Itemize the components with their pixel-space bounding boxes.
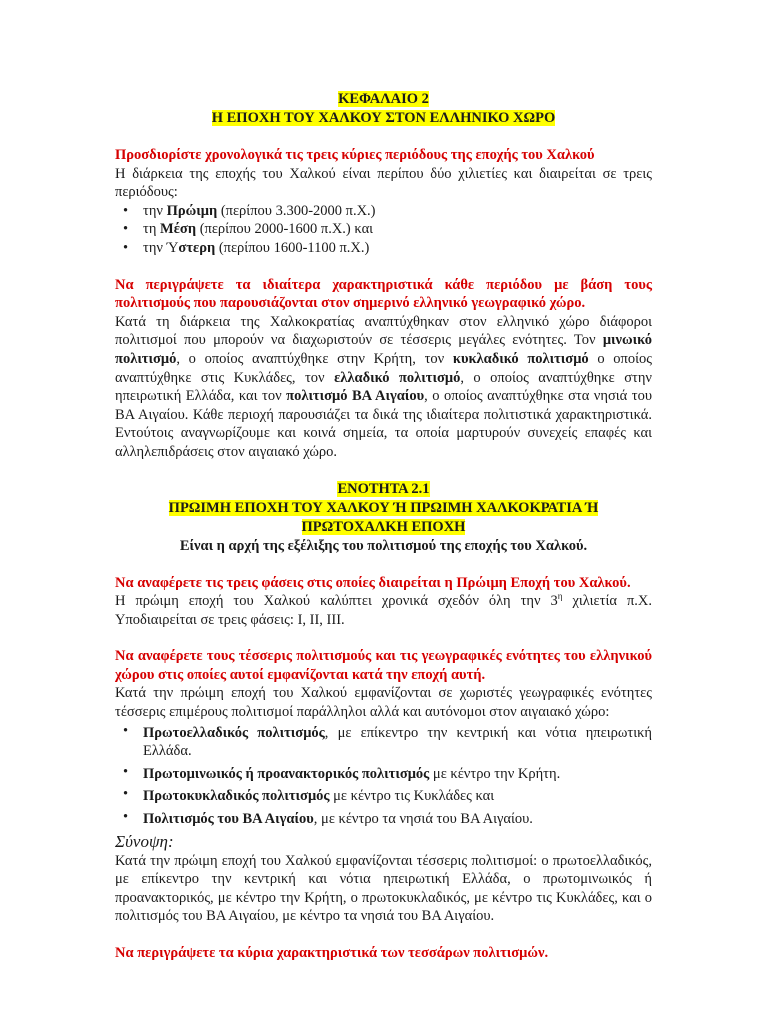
question-civilizations: Να αναφέρετε τους τέσσερις πολιτισμούς και τις γεωγραφικές ενότητες του ελληνικού χώρου στις οποίες αυτοί εμφανίζονται κατά την εποχή αυτή.: [115, 648, 652, 683]
question-characteristics: Να περιγράψετε τα ιδιαίτερα χαρακτηριστικά κάθε περιόδου με βάση τους πολιτισμούς που παρουσιάζονται στον σημερινό ελληνικό γεωγραφικό χώρο.: [115, 276, 652, 312]
synopsis-label: Σύνοψη:: [115, 831, 174, 851]
document-body: [115, 90, 652, 963]
phases-answer: Η πρώιμη εποχή του Χαλκού καλύπτει χρονικά σχεδόν όλη την $3^\eta$ χιλιετία π.Χ. Υποδιαιρείται σε τρεις φάσεις: Ι, ΙΙ, ΙΙΙ.: [115, 591, 652, 628]
periods-list: [115, 202, 652, 258]
question-main-characteristics: Να περιγράψετε τα κύρια χαρακτηριστικά των τεσσάρων πολιτισμών.: [115, 945, 549, 961]
civilizations-list: [115, 722, 652, 831]
civilizations-intro: Κατά την πρώιμη εποχή του Χαλκού εμφανίζονται σε χωριστές γεωγραφικές ενότητες τέσσερις επιμέρους πολιτισμοί παράλληλοι αλλά και αυτόνομοι στον αιγαιακό χώρο:: [115, 685, 652, 721]
list-item: • Πρωτοελλαδικός πολιτισμός, με επίκεντρο την κεντρική και νότια ηπειρωτική Ελλάδα.: [143, 722, 652, 763]
list-item: • Πολιτισμός του ΒΑ Αιγαίου, με κέντρο τα νησιά του ΒΑ Αιγαίου.: [143, 808, 652, 831]
chapter-label: ΚΕΦΑΛΑΙΟ 2: [338, 91, 429, 107]
list-item: • τη Μέση (περίπου 2000-1600 π.Χ.) και: [143, 220, 652, 239]
section-label: ΕΝΟΤΗΤΑ 2.1: [337, 480, 430, 497]
periods-intro: Η διάρκεια της εποχής του Χαλκού είναι περίπου δύο χιλιετίες και διαιρείται σε τρεις περιόδους:: [115, 165, 652, 201]
section-title-line2: ΠΡΩΤΟΧΑΛΚΗ ΕΠΟΧΗ: [301, 518, 466, 535]
chapter-title: Η ΕΠΟΧΗ ΤΟΥ ΧΑΛΚΟΥ ΣΤΟΝ ΕΛΛΗΝΙΚΟ ΧΩΡΟ: [211, 110, 556, 126]
section-title-line1: ΠΡΩΙΜΗ ΕΠΟΧΗ ΤΟΥ ΧΑΛΚΟΥ Ή ΠΡΩΙΜΗ ΧΑΛΚΟΚΡΑΤΙΑ Ή: [168, 499, 599, 516]
synopsis-text: Κατά την πρώιμη εποχή του Χαλκού εμφανίζονται τέσσερις πολιτισμοί: ο πρωτοελλαδικός, με επίκεντρο την κεντρική και νότια ηπειρωτική Ελλάδα, ο πρωτομινωικός ή προανακτορικός, με κέντρο την Κρήτη, ο πρωτοκυκλαδικός, με κέντρο τις Κυκλάδες, και ο πολιτισμός του ΒΑ Αιγαίου, με κέντρο τα νησιά του ΒΑ Αιγαίου.: [115, 852, 652, 925]
question-periods: Προσδιορίστε χρονολογικά τις τρεις κύριες περιόδους της εποχής του Χαλκού: [115, 147, 595, 163]
question-phases: Να αναφέρετε τις τρεις φάσεις στις οποίες διαιρείται η Πρώιμη Εποχή του Χαλκού.: [115, 574, 631, 591]
characteristics-answer: Κατά τη διάρκεια της Χαλκοκρατίας αναπτύχθηκαν στον ελληνικό χώρο διάφοροι πολιτισμοί που μπορούν να διαχωριστούν σε τέσσερις μεγάλες ενότητες. Τον μινωικό πολιτισμό, ο οποίος αναπτύχθηκε στην Κρήτη, τον κυκλαδικό πολιτισμό ο οποίος αναπτύχθηκε στις Κυκλάδες, τον ελλαδικό πολιτισμό, ο οποίος αναπτύχθηκε στην ηπειρωτική Ελλάδα, και τον πολιτισμό ΒΑ Αιγαίου, ο οποίος αναπτύχθηκε στα νησιά του ΒΑ Αιγαίου. Κάθε περιοχή παρουσιάζει τα δικά της ιδιαίτερα πολιτιστικά χαρακτηριστικά. Εντούτοις αναγνωρίζουμε και κοινά σημεία, τα οποία μαρτυρούν συνεχείς επαφές και αλληλεπιδράσεις στον αιγαιακό χώρο.: [115, 313, 652, 460]
list-item: • την Ύστερη (περίπου 1600-1100 π.Χ.): [143, 239, 652, 258]
list-item: • την Πρώιμη (περίπου 3.300-2000 π.Χ.): [143, 202, 652, 221]
list-item: • Πρωτοκυκλαδικός πολιτισμός με κέντρο τις Κυκλάδες και: [143, 785, 652, 808]
section-subtitle: Είναι η αρχή της εξέλιξης του πολιτισμού της εποχής του Χαλκού.: [179, 537, 588, 554]
list-item: • Πρωτομινωικός ή προανακτορικός πολιτισμός με κέντρο την Κρήτη.: [143, 763, 652, 786]
